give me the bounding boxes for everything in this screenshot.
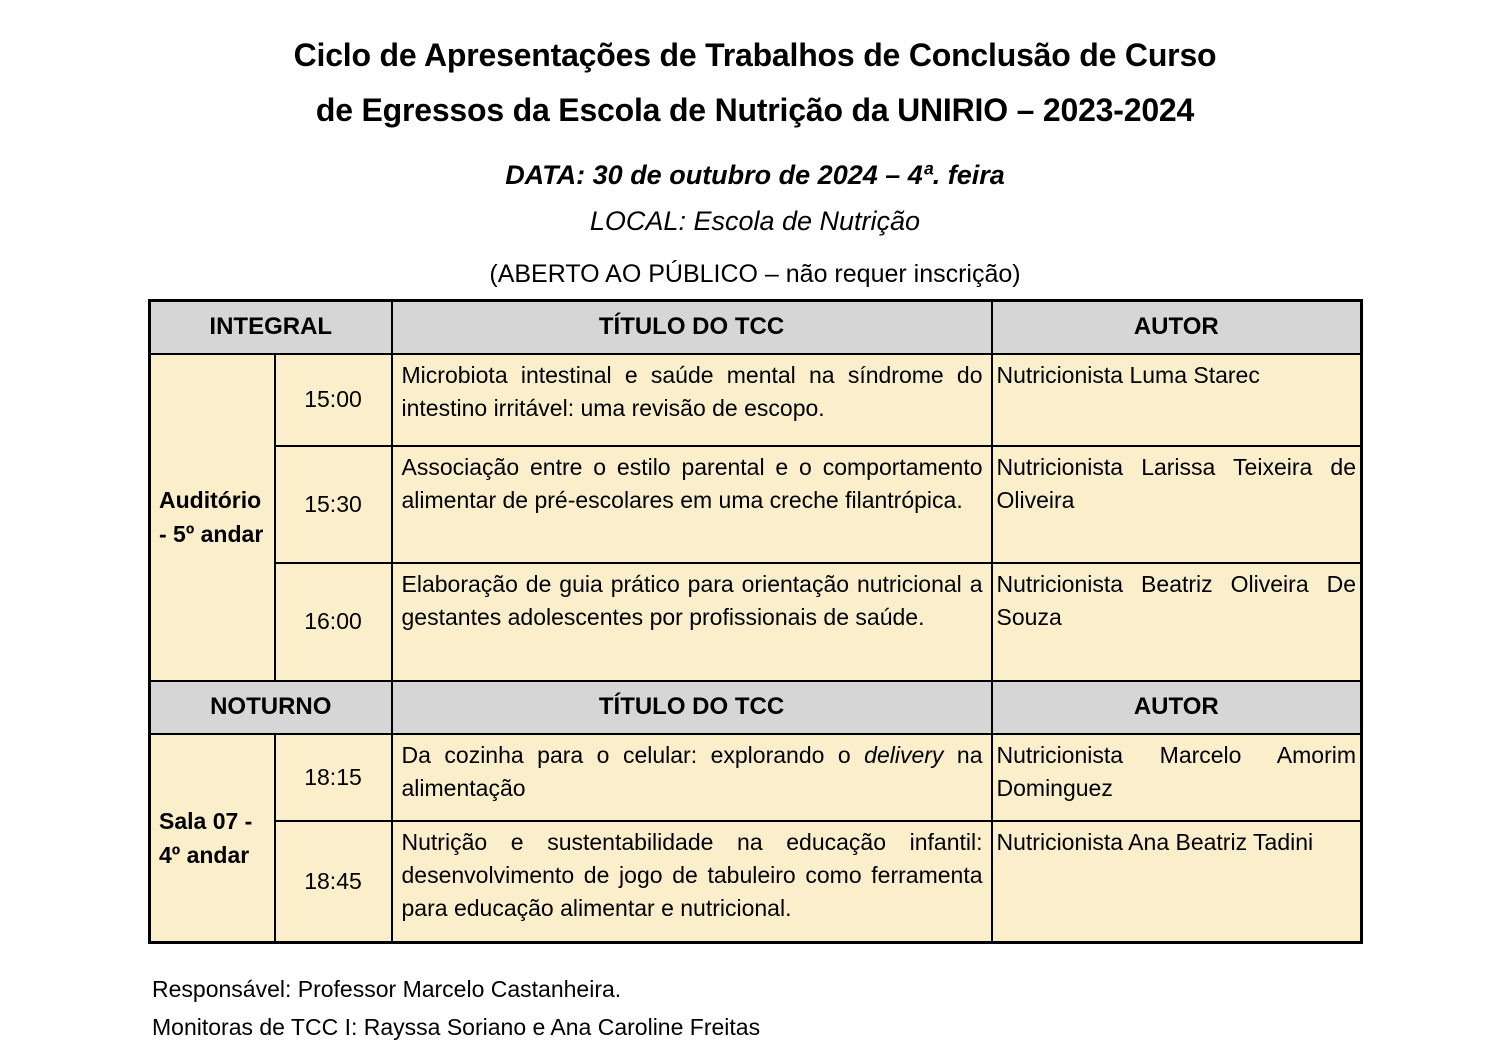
public-note: (ABERTO AO PÚBLICO – não requer inscrição)	[489, 260, 1021, 288]
table-row	[150, 354, 1362, 446]
author-cell: Nutricionista Beatriz Oliveira De Souza	[992, 563, 1362, 681]
time-cell: 16:00	[275, 563, 392, 681]
time-cell: 18:15	[275, 734, 392, 821]
page-title-line-2: de Egressos da Escola de Nutrição da UNIRIO – 2023-2024	[315, 92, 1195, 128]
event-location: LOCAL: Escola de Nutrição	[589, 206, 921, 236]
footer-responsible: Responsável: Professor Marcelo Castanheira.	[152, 976, 622, 1002]
time-cell: 18:45	[275, 821, 392, 943]
time-cell: 15:00	[275, 354, 392, 446]
tcc-title-cell: Nutrição e sustentabilidade na educação infantil: desenvolvimento de jogo de tabuleiro como ferramenta para educação alimentar e nutricional.	[392, 821, 992, 943]
document	[0, 28, 1510, 1060]
author-cell: Nutricionista Luma Starec	[992, 354, 1362, 446]
time-cell: 15:30	[275, 446, 392, 563]
column-header-autor: AUTOR	[992, 681, 1362, 734]
table-row	[150, 446, 1362, 563]
event-date: DATA: 30 de outubro de 2024 – 4ª. feira	[505, 160, 1005, 190]
tcc-title-cell: Microbiota intestinal e saúde mental na síndrome do intestino irritável: uma revisão de escopo.	[392, 354, 992, 446]
column-header-autor: AUTOR	[992, 301, 1362, 354]
location-cell-sala07: Sala 07 - 4º andar	[150, 734, 275, 943]
tcc-title-cell	[392, 734, 992, 821]
tcc-title-text: na alimentação	[401, 741, 983, 801]
tcc-title-cell: Associação entre o estilo parental e o comportamento alimentar de pré-escolares em uma creche filantrópica.	[392, 446, 992, 563]
footer	[152, 970, 1510, 1046]
page-title-line-1: Ciclo de Apresentações de Trabalhos de Conclusão de Curso	[293, 37, 1217, 73]
tcc-title-text: Da cozinha para o celular: explorando o	[401, 741, 865, 768]
table-row	[150, 821, 1362, 943]
header-row-integral	[150, 301, 1362, 354]
table-row	[150, 563, 1362, 681]
location-cell-auditorio: Auditório - 5º andar	[150, 354, 275, 681]
column-header-titulo-tcc: TÍTULO DO TCC	[392, 301, 992, 354]
author-cell: Nutricionista Ana Beatriz Tadini	[992, 821, 1362, 943]
page-title	[0, 28, 1510, 138]
tcc-title-cell: Elaboração de guia prático para orientação nutricional a gestantes adolescentes por profissionais de saúde.	[392, 563, 992, 681]
author-cell: Nutricionista Marcelo Amorim Dominguez	[992, 734, 1362, 821]
tcc-title-italic-word: delivery	[864, 741, 944, 768]
session-header-noturno: NOTURNO	[150, 681, 392, 734]
session-header-integral: INTEGRAL	[150, 301, 392, 354]
footer-monitors: Monitoras de TCC I: Rayssa Soriano e Ana Caroline Freitas	[152, 1014, 761, 1040]
author-cell: Nutricionista Larissa Teixeira de Oliveira	[992, 446, 1362, 563]
column-header-titulo-tcc: TÍTULO DO TCC	[392, 681, 992, 734]
schedule-table	[148, 299, 1363, 944]
table-row	[150, 734, 1362, 821]
header-row-noturno	[150, 681, 1362, 734]
